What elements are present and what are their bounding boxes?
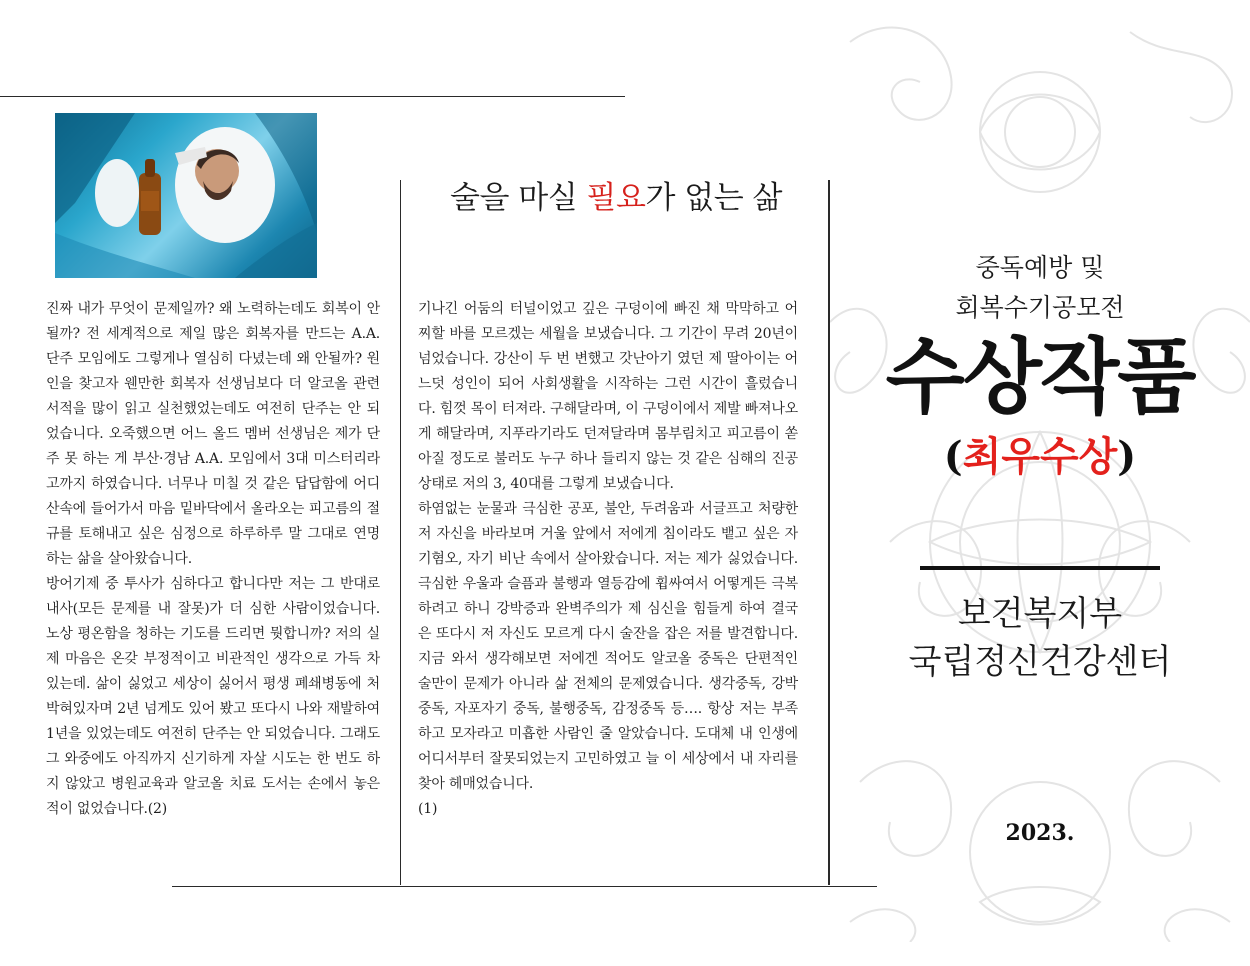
organization-line-2: 국립정신건강센터 <box>908 642 1172 682</box>
top-rule <box>0 96 625 97</box>
title-text-start: 술을 마실 <box>450 180 587 216</box>
photo-illustration <box>55 113 317 278</box>
title-text-end: 가 없는 삶 <box>645 180 782 216</box>
contest-subtitle <box>830 248 1250 328</box>
cover-divider <box>920 566 1160 570</box>
award-heading: 수상작품 <box>885 330 1195 425</box>
bottom-rule <box>172 886 877 887</box>
article-title <box>402 172 830 217</box>
rank-open-paren: ( <box>943 433 963 480</box>
middle-column-text: 기나긴 어둠의 터널이었고 깊은 구덩이에 빠진 채 막막하고 어찌할 바를 모르겠는 세월을 보냈습니다. 그 기간이 무려 20년이 넘었습니다. 강산이 두 번 변했고 갓난아기 였던 제 딸아이는 어느덧 성인이 되어 사회생활을 시작하는 그런 시간이 흘렀습니다. 힘껏 목이 터져라. 구해달라며, 이 구덩이에서 제발 빠져나오게 해달라며, 지푸라기라도 던져달라며 몸부림치고 피고름이 쏟아질 정도로 불러도 누구 하나 들리지 않는 것 같은 심해의 진공상태로 저의 3, 40대를 그렇게 보냈습니다. 하염없는 눈물과 극심한 공포, 불안, 두려움과 서글프고 처량한 저 자신을 바라보며 거울 앞에서 저에게 침이라도 뱉고 싶은 자기혐오, 자기 비난 속에서 살아왔습니다. 저는 제가 싫었습니다. 극심한 우울과 슬픔과 불행과 열등감에 휩싸여서 어떻게든 극복하려고 하니 강박증과 완벽주의가 제 심신을 힘들게 하여 결국은 또다시 저 자신도 모르게 다시 술잔을 잡은 저를 발견합니다. 지금 와서 생각해보면 저에겐 적어도 알코올 중독은 단편적인 술만이 문제가 아니라 삶 전체의 문제였습니다. 생각중독, 강박중독, 자포자기 중독, 불행중독, 감정중독 등…. 항상 저는 부족하고 모자라고 미흡한 사람인 줄 알았습니다. 도대체 내 인생에 어디서부터 잘못되었는지 고민하였고 늘 이 세상에서 내 자리를 찾아 헤매었습니다. (1) <box>418 301 798 817</box>
floral-ornament-background <box>830 22 1250 942</box>
column-divider <box>400 180 401 885</box>
title-highlight: 필요 <box>586 180 646 216</box>
person-with-bottle-photo <box>55 113 317 278</box>
award-rank <box>830 432 1250 482</box>
subtitle-line-2: 회복수기공모전 <box>955 293 1125 322</box>
left-column-text: 진짜 내가 무엇이 문제일까? 왜 노력하는데도 회복이 안 될까? 전 세계적으로 제일 많은 회복자를 만드는 A.A. 단주 모임에도 그렇게나 열심히 다녔는데 왜 안될까? 원인을 찾고자 웬만한 회복자 선생님보다 더 알코올 관련 서적을 많이 읽고 실천했었는데도 여전히 단주는 안 되었습니다. 오죽했으면 어느 올드 멤버 선생님은 제가 단주 못 하는 게 부산·경남 A.A. 모임에서 3대 미스터리라고까지 하였습니다. 너무나 미칠 것 같은 답답함에 어디 산속에 들어가서 마음 밑바닥에서 올라오는 피고름의 절규를 토해내고 싶은 심정으로 하루하루 말 그대로 연명하는 삶을 살아왔습니다. 방어기제 중 투사가 심하다고 합니다만 저는 그 반대로 내사(모든 문제를 내 잘못)가 더 심한 사람이었습니다. 노상 평온함을 청하는 기도를 드리면 뭣합니까? 저의 실제 마음은 온갖 부정적이고 비관적인 생각으로 가득 차 있는데. 삶이 싫었고 세상이 싫어서 평생 폐쇄병동에 처박혀있자며 2년 넘게도 있어 봤고 또다시 나와 재발하여 1년을 있었는데도 여전히 단주는 안 되었습니다. 그래도 그 와중에도 아직까지 신기하게 자살 시도는 한 번도 하지 않았고 병원교육과 알코올 치료 도서는 손에서 놓은 적이 없었습니다.(2) <box>46 301 380 817</box>
subtitle-line-1: 중독예방 및 <box>975 253 1105 282</box>
organization-line-1: 보건복지부 <box>957 594 1123 634</box>
rank-label: 최우수상 <box>962 434 1118 480</box>
publication-year: 2023. <box>1005 820 1075 846</box>
rank-close-paren: ) <box>1117 433 1137 480</box>
organization-block <box>830 590 1250 686</box>
